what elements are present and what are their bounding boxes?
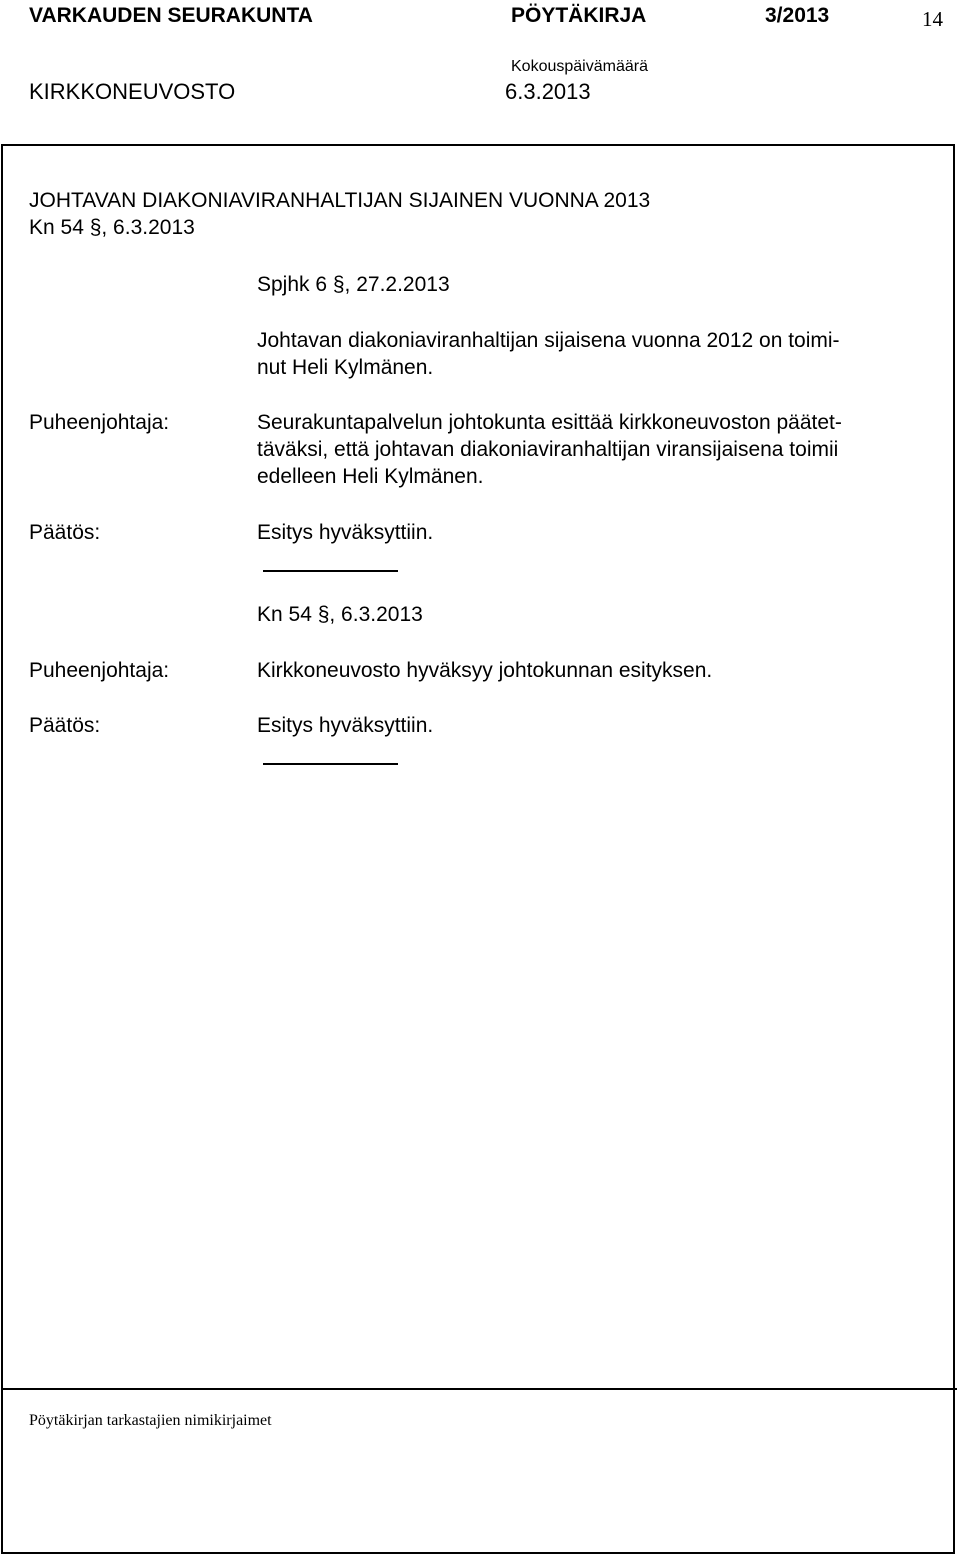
chair-proposal-line-1: Seurakuntapalvelun johtokunta esittää kirkkoneuvoston päätet- xyxy=(257,411,842,434)
meeting-date: 6.3.2013 xyxy=(505,79,591,104)
kn-reference: Kn 54 §, 6.3.2013 xyxy=(257,603,423,626)
organization-name: VARKAUDEN SEURAKUNTA xyxy=(29,4,313,27)
page-frame xyxy=(1,144,955,1554)
body-name: KIRKKONEUVOSTO xyxy=(29,79,236,104)
signatures-label: Pöytäkirjan tarkastajien nimikirjaimet xyxy=(29,1412,272,1429)
chair-proposal-line-3: edelleen Heli Kylmänen. xyxy=(257,465,484,488)
chair-label: Puheenjohtaja: xyxy=(29,411,170,434)
page-number: 14 xyxy=(922,7,943,31)
decision-text: Esitys hyväksyttiin. xyxy=(257,521,434,544)
section-reference: Kn 54 §, 6.3.2013 xyxy=(29,216,195,239)
spjhk-reference: Spjhk 6 §, 27.2.2013 xyxy=(257,273,450,296)
document-number: 3/2013 xyxy=(765,4,830,27)
section-title: JOHTAVAN DIAKONIAVIRANHALTIJAN SIJAINEN VUONNA 2013 xyxy=(29,189,651,212)
section-separator xyxy=(263,570,398,572)
meeting-date-label: Kokouspäivämäärä xyxy=(511,58,648,75)
kn-chair-label: Puheenjohtaja: xyxy=(29,659,170,682)
chair-proposal-line-2: täväksi, että johtavan diakoniaviranhaltijan viransijaisena toimii xyxy=(257,438,839,461)
footer-divider xyxy=(1,1388,957,1390)
kn-decision-label: Päätös: xyxy=(29,714,101,737)
decision-label: Päätös: xyxy=(29,521,101,544)
background-line-1: Johtavan diakoniaviranhaltijan sijaisena vuonna 2012 on toimi- xyxy=(257,329,840,352)
document-type: PÖYTÄKIRJA xyxy=(511,4,647,27)
kn-decision-text: Esitys hyväksyttiin. xyxy=(257,714,434,737)
section-separator xyxy=(263,763,398,765)
kn-chair-proposal: Kirkkoneuvosto hyväksyy johtokunnan esityksen. xyxy=(257,659,713,682)
background-line-2: nut Heli Kylmänen. xyxy=(257,356,434,379)
